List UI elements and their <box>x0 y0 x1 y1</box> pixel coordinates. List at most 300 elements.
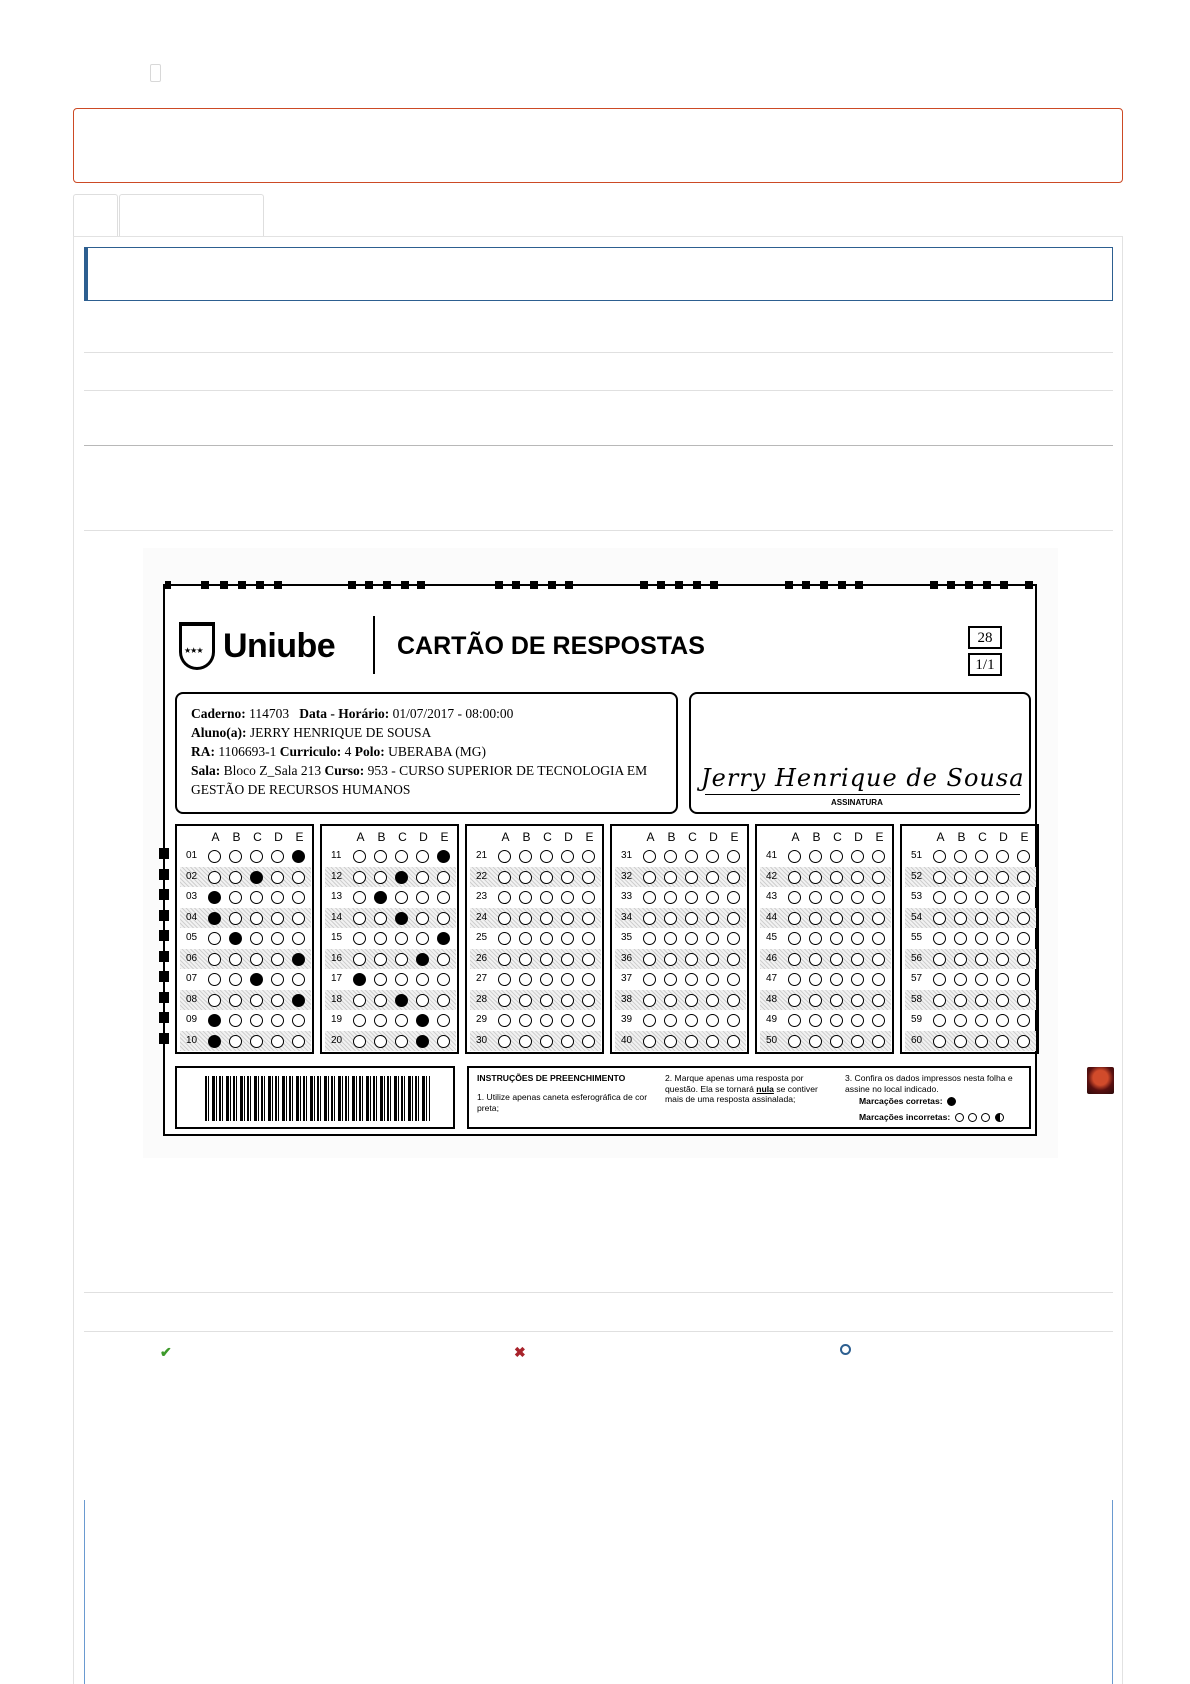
answer-bubble <box>1017 973 1030 986</box>
answer-bubble <box>830 953 843 966</box>
answer-bubble <box>643 1035 656 1048</box>
answer-bubble <box>975 932 988 945</box>
instruction-2a: 2. Marque apenas uma resposta por questão. Ela se tornará <box>665 1073 804 1094</box>
answer-bubble <box>996 891 1009 904</box>
answer-bubble <box>954 850 967 863</box>
question-number: 43 <box>766 891 778 902</box>
timing-mark <box>565 581 573 589</box>
answer-bubble <box>664 994 677 1007</box>
answer-bubble <box>954 932 967 945</box>
answer-bubble <box>788 912 801 925</box>
answer-bubble <box>374 1014 387 1027</box>
answer-bubble <box>540 932 553 945</box>
answer-bubble <box>809 1014 822 1027</box>
answer-bubble <box>788 932 801 945</box>
cross-icon: ✖ <box>514 1344 526 1360</box>
question-row <box>760 969 891 989</box>
answer-bubble <box>1017 1014 1030 1027</box>
question-row <box>905 1010 1036 1030</box>
answer-bubble <box>395 994 408 1007</box>
circle-icon <box>840 1344 851 1355</box>
answer-bubble <box>519 953 532 966</box>
caderno-value: 114703 <box>249 706 290 721</box>
answer-bubble <box>706 891 719 904</box>
question-number: 41 <box>766 850 778 861</box>
student-info <box>175 692 678 814</box>
answer-bubble <box>540 850 553 863</box>
question-number: 33 <box>621 891 633 902</box>
question-number: 54 <box>911 911 923 923</box>
answer-bubble <box>830 1035 843 1048</box>
timing-mark <box>165 581 171 589</box>
answer-bubble <box>437 1035 450 1048</box>
curso-value-2: GESTÃO DE RECURSOS HUMANOS <box>191 782 411 797</box>
question-number: 17 <box>331 973 343 984</box>
answer-bubble <box>582 912 595 925</box>
question-number: 23 <box>476 891 488 902</box>
answer-bubble <box>685 1014 698 1027</box>
question-row <box>325 1031 456 1051</box>
answer-bubble <box>208 850 221 863</box>
answer-bubble <box>561 953 574 966</box>
answer-bubble <box>208 1014 221 1027</box>
answer-bubble <box>872 973 885 986</box>
question-number: 55 <box>911 932 923 943</box>
answer-bubble <box>416 953 429 966</box>
question-number: 15 <box>331 932 343 943</box>
answer-bubble <box>250 891 263 904</box>
answer-bubble <box>1017 891 1030 904</box>
answer-bubble <box>727 891 740 904</box>
shield-icon <box>179 622 215 670</box>
answer-bubble <box>519 932 532 945</box>
answer-bubble <box>727 850 740 863</box>
answer-bubble <box>872 871 885 884</box>
answer-bubble <box>395 932 408 945</box>
answer-bubble <box>292 871 305 884</box>
timing-mark <box>256 581 264 589</box>
answer-bubble <box>582 994 595 1007</box>
question-row <box>470 1010 601 1030</box>
answer-bubble <box>395 891 408 904</box>
answer-bubble <box>292 953 305 966</box>
answer-bubble <box>954 994 967 1007</box>
column-letter: D <box>854 830 863 844</box>
answer-bubble <box>498 994 511 1007</box>
answer-bubble <box>788 994 801 1007</box>
column-letter: B <box>522 830 531 844</box>
question-number: 11 <box>331 850 342 861</box>
question-number: 06 <box>186 952 198 964</box>
answer-bubble <box>582 891 595 904</box>
incorrect-marks <box>859 1112 1004 1123</box>
answer-bubble <box>830 973 843 986</box>
column-header <box>205 830 310 844</box>
question-row <box>905 867 1036 887</box>
question-number: 16 <box>331 952 343 964</box>
answer-bubble <box>975 850 988 863</box>
answer-bubble <box>353 1035 366 1048</box>
answer-bubble <box>540 871 553 884</box>
question-number: 12 <box>331 870 343 882</box>
timing-mark <box>159 1012 169 1023</box>
column-letter: E <box>1020 830 1029 844</box>
answer-bubble <box>1017 932 1030 945</box>
logo-divider <box>373 616 375 674</box>
answer-bubble <box>208 953 221 966</box>
answer-bubble <box>498 850 511 863</box>
answer-bubble <box>996 994 1009 1007</box>
answer-bubble <box>250 932 263 945</box>
column-letter: E <box>585 830 594 844</box>
question-number: 52 <box>911 870 923 882</box>
timing-mark <box>274 581 282 589</box>
card-title: CARTÃO DE RESPOSTAS <box>397 632 705 660</box>
right-border-line <box>1112 1500 1113 1684</box>
question-row <box>325 887 456 907</box>
question-number: 05 <box>186 932 198 943</box>
answer-bubble <box>809 850 822 863</box>
answer-bubble <box>498 912 511 925</box>
half-circle-icon <box>995 1113 1004 1122</box>
answer-bubble <box>437 891 450 904</box>
answer-bubble <box>374 994 387 1007</box>
answer-bubble <box>374 973 387 986</box>
question-row <box>470 908 601 928</box>
answer-bubble <box>353 953 366 966</box>
question-number: 49 <box>766 1014 778 1025</box>
answer-bubble <box>437 871 450 884</box>
answer-bubble <box>685 871 698 884</box>
answer-bubble <box>250 994 263 1007</box>
answer-bubble <box>933 891 946 904</box>
answer-bubble <box>374 871 387 884</box>
answer-bubble <box>519 1035 532 1048</box>
answer-bubble <box>1017 912 1030 925</box>
answer-bubble <box>809 891 822 904</box>
answer-bubble <box>498 1035 511 1048</box>
question-number: 32 <box>621 870 633 882</box>
question-row <box>180 1010 311 1030</box>
answer-bubble <box>292 994 305 1007</box>
question-row <box>470 867 601 887</box>
answer-bubble <box>271 1014 284 1027</box>
answer-bubble <box>271 912 284 925</box>
answer-bubble <box>395 912 408 925</box>
answer-bubble <box>498 973 511 986</box>
answer-bubble <box>664 871 677 884</box>
column-header <box>495 830 600 844</box>
answer-bubble <box>250 871 263 884</box>
column-letter: C <box>398 830 407 844</box>
answer-bubble <box>872 953 885 966</box>
answer-bubble <box>872 994 885 1007</box>
column-letter: C <box>543 830 552 844</box>
polo-value: UBERABA (MG) <box>388 744 487 759</box>
answer-bubble <box>271 973 284 986</box>
answer-bubble <box>1017 871 1030 884</box>
answer-bubble <box>498 932 511 945</box>
answer-bubble <box>353 994 366 1007</box>
answer-bubble <box>582 871 595 884</box>
column-letter: B <box>232 830 241 844</box>
curso-label: Curso: <box>324 763 365 778</box>
answer-bubble <box>395 850 408 863</box>
column-letter: B <box>957 830 966 844</box>
answer-bubble <box>353 871 366 884</box>
column-letter: A <box>791 830 800 844</box>
answer-bubble <box>685 891 698 904</box>
correct-label: Marcações corretas: <box>859 1096 943 1106</box>
answer-bubble <box>851 1014 864 1027</box>
answer-bubble <box>933 932 946 945</box>
answer-bubble <box>519 850 532 863</box>
answer-bubble <box>685 973 698 986</box>
question-row <box>760 928 891 948</box>
question-row <box>760 867 891 887</box>
answer-bubble <box>561 1035 574 1048</box>
filled-circle-icon <box>947 1097 956 1106</box>
answer-bubble <box>954 912 967 925</box>
answer-bubble <box>561 932 574 945</box>
question-number: 29 <box>476 1014 488 1025</box>
question-row <box>905 969 1036 989</box>
timing-mark <box>401 581 409 589</box>
answer-bubble <box>229 994 242 1007</box>
divider <box>84 1292 1113 1293</box>
column-header <box>930 830 1035 844</box>
timing-mark <box>802 581 810 589</box>
answer-bubble <box>353 1014 366 1027</box>
answer-bubble <box>809 871 822 884</box>
answer-bubble <box>975 1035 988 1048</box>
answer-bubble <box>416 1035 429 1048</box>
question-row <box>180 908 311 928</box>
timing-mark <box>1025 581 1033 589</box>
answer-bubble <box>353 973 366 986</box>
question-number: 56 <box>911 952 923 964</box>
answer-bubble <box>933 871 946 884</box>
answer-bubble <box>706 973 719 986</box>
question-number: 27 <box>476 973 488 984</box>
barcode-box <box>175 1066 455 1129</box>
timing-mark <box>657 581 665 589</box>
question-row <box>760 1031 891 1051</box>
question-number: 42 <box>766 870 778 882</box>
answer-bubble <box>851 850 864 863</box>
timing-mark <box>159 930 169 941</box>
answer-bubble <box>540 891 553 904</box>
question-number: 46 <box>766 952 778 964</box>
answer-bubble <box>292 912 305 925</box>
timing-mark <box>159 889 169 900</box>
question-row <box>615 990 746 1010</box>
column-letter: A <box>356 830 365 844</box>
question-number: 36 <box>621 952 633 964</box>
answer-bubble <box>416 973 429 986</box>
correct-marks <box>859 1096 956 1107</box>
signature: Jerry Henrique de Sousa <box>701 764 1025 792</box>
uniube-logo <box>179 620 335 672</box>
placeholder-glyph-icon <box>150 64 161 82</box>
answer-bubble <box>996 1035 1009 1048</box>
answer-bubble <box>1017 850 1030 863</box>
answer-bubble <box>437 973 450 986</box>
timing-mark <box>417 581 425 589</box>
question-number: 28 <box>476 993 488 1005</box>
timing-marks-top <box>165 581 1035 589</box>
timing-mark <box>983 581 991 589</box>
answer-bubble <box>374 912 387 925</box>
column-letter: A <box>936 830 945 844</box>
answer-bubble <box>954 973 967 986</box>
answer-bubble <box>498 871 511 884</box>
answer-bubble <box>975 994 988 1007</box>
answer-bubble <box>229 850 242 863</box>
answer-bubble <box>416 932 429 945</box>
answer-bubble <box>830 912 843 925</box>
answer-bubble <box>809 912 822 925</box>
answer-bubble <box>416 994 429 1007</box>
question-row <box>760 846 891 866</box>
answer-bubble <box>353 912 366 925</box>
answer-bubble <box>996 932 1009 945</box>
timing-mark <box>820 581 828 589</box>
column-letter: D <box>419 830 428 844</box>
question-row <box>180 846 311 866</box>
answer-bubble <box>954 953 967 966</box>
answer-bubble <box>416 891 429 904</box>
column-letter: D <box>564 830 573 844</box>
answer-bubble <box>292 1014 305 1027</box>
timing-mark <box>640 581 648 589</box>
answer-bubble <box>582 973 595 986</box>
question-row <box>180 928 311 948</box>
question-row <box>760 949 891 969</box>
question-number: 07 <box>186 973 198 984</box>
answer-block <box>900 824 1039 1054</box>
check-icon: ✔ <box>160 1344 172 1360</box>
answer-bubble <box>292 932 305 945</box>
answer-bubble <box>271 994 284 1007</box>
answer-bubble <box>582 953 595 966</box>
question-row <box>615 1031 746 1051</box>
question-number: 24 <box>476 911 488 923</box>
answer-bubble <box>540 912 553 925</box>
answer-bubble <box>229 932 242 945</box>
answer-bubble <box>229 871 242 884</box>
question-row <box>905 846 1036 866</box>
answer-bubble <box>975 891 988 904</box>
answer-bubble <box>437 850 450 863</box>
answer-bubble <box>498 1014 511 1027</box>
tab-left[interactable] <box>73 194 118 236</box>
timing-mark <box>348 581 356 589</box>
answer-bubble <box>664 953 677 966</box>
answer-bubble <box>519 871 532 884</box>
answer-bubble <box>954 1014 967 1027</box>
ra-value: 1106693-1 <box>218 744 277 759</box>
barcode <box>205 1076 430 1121</box>
answer-bubble <box>540 994 553 1007</box>
answer-bubble <box>561 1014 574 1027</box>
curriculo-value: 4 <box>344 744 352 759</box>
answer-bubble <box>208 1035 221 1048</box>
divider <box>84 1331 1113 1332</box>
answer-bubble <box>851 871 864 884</box>
timing-mark <box>710 581 718 589</box>
answer-bubble <box>250 850 263 863</box>
tab-active[interactable] <box>119 194 264 237</box>
answer-bubble <box>954 891 967 904</box>
curso-value: 953 - CURSO SUPERIOR DE TECNOLOGIA EM <box>367 763 648 778</box>
answer-bubble <box>664 850 677 863</box>
question-row <box>325 908 456 928</box>
answer-bubble <box>872 932 885 945</box>
answer-bubble <box>830 932 843 945</box>
answer-bubble <box>519 994 532 1007</box>
avatar[interactable] <box>1087 1067 1114 1094</box>
answer-bubble <box>996 850 1009 863</box>
column-letter: D <box>274 830 283 844</box>
question-row <box>470 949 601 969</box>
column-letter: C <box>978 830 987 844</box>
answer-bubble <box>727 1014 740 1027</box>
instruction-2b: nula <box>756 1083 774 1094</box>
question-row <box>905 887 1036 907</box>
answer-bubble <box>830 850 843 863</box>
timing-mark <box>159 951 169 962</box>
answer-card <box>163 584 1037 1136</box>
answer-bubble <box>1017 953 1030 966</box>
answer-bubble <box>851 994 864 1007</box>
answer-bubble <box>561 994 574 1007</box>
answer-bubble <box>208 932 221 945</box>
divider <box>84 352 1113 353</box>
question-number: 45 <box>766 932 778 943</box>
answer-bubble <box>933 994 946 1007</box>
answer-bubble <box>229 891 242 904</box>
timing-mark <box>383 581 391 589</box>
answer-bubble <box>788 850 801 863</box>
timing-mark <box>965 581 973 589</box>
answer-bubble <box>271 850 284 863</box>
answer-bubble <box>643 932 656 945</box>
timing-mark <box>855 581 863 589</box>
answer-bubble <box>706 850 719 863</box>
answer-bubble <box>788 1014 801 1027</box>
answer-bubble <box>540 1014 553 1027</box>
timing-mark <box>530 581 538 589</box>
question-row <box>615 949 746 969</box>
column-letter: E <box>295 830 304 844</box>
answer-bubble <box>872 850 885 863</box>
question-row <box>470 1031 601 1051</box>
answer-bubble <box>851 973 864 986</box>
answer-bubble <box>208 891 221 904</box>
answer-bubble <box>788 953 801 966</box>
instruction-3: 3. Confira os dados impressos nesta folha e assine no local indicado. <box>845 1073 1013 1094</box>
answer-bubble <box>437 932 450 945</box>
signature-label: ASSINATURA <box>831 798 883 807</box>
answer-bubble <box>561 912 574 925</box>
timing-mark <box>159 1033 169 1044</box>
answer-bubble <box>706 932 719 945</box>
answer-bubble <box>872 891 885 904</box>
answer-bubble <box>706 1014 719 1027</box>
answer-bubble <box>830 871 843 884</box>
answer-bubble <box>727 1035 740 1048</box>
